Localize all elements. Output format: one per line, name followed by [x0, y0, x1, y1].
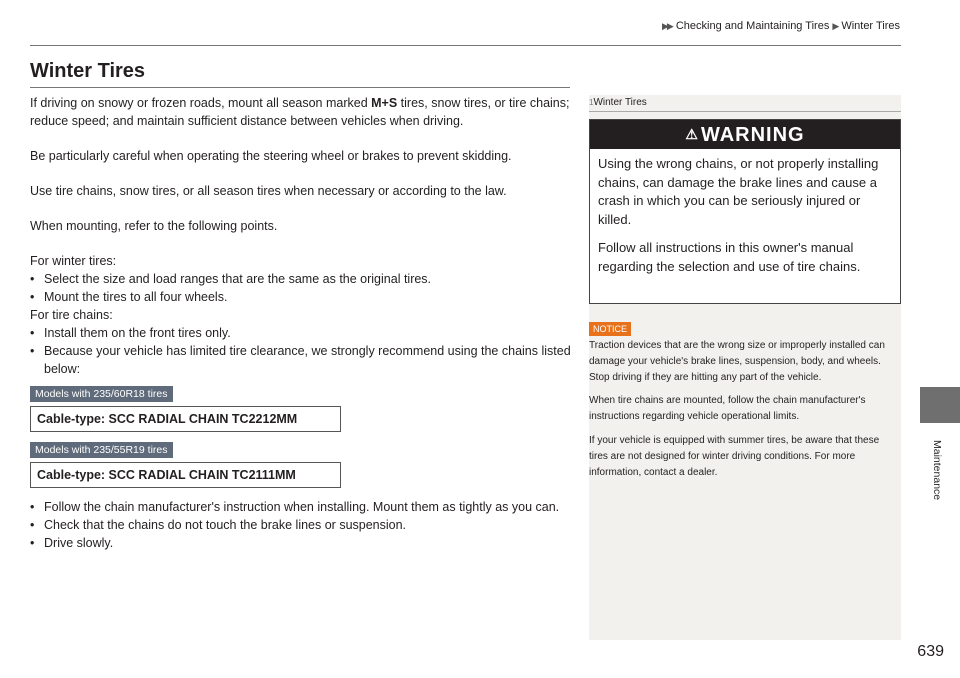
warning-text: Using the wrong chains, or not properly installing chains, can damage the brake lines and cause a crash in which you can be seriously injured or killed. — [598, 156, 879, 227]
section-tab[interactable] — [920, 387, 960, 423]
list-item-text: Follow the chain manufacturer's instruction when installing. Mount them as tightly as you can. — [44, 500, 560, 514]
bullet-icon: • — [30, 500, 35, 514]
bullet-icon: • — [30, 272, 35, 286]
chain-heading: For tire chains: — [30, 308, 113, 322]
list-item-text: Check that the chains do not touch the brake lines or suspension. — [44, 518, 407, 532]
notice-text: Traction devices that are the wrong size or improperly installed can damage your vehicle's brake lines, suspension, body, and wheels. Stop driving if they are hitting any part of the vehicle. — [589, 340, 885, 383]
reference-number: 1 — [589, 98, 594, 107]
chain-model-box: Cable-type: SCC RADIAL CHAIN TC2111MM — [30, 462, 341, 488]
list-item — [30, 324, 575, 342]
list-item-text: Mount the tires to all four wheels. — [44, 290, 228, 304]
header-divider — [30, 45, 901, 46]
model-tag: Models with 235/55R19 tires — [30, 442, 173, 458]
breadcrumb — [662, 20, 900, 32]
bullet-icon: • — [30, 536, 35, 550]
list-item-text: Because your vehicle has limited tire clearance, we strongly recommend using the chains listed below: — [44, 344, 571, 376]
warning-header — [590, 120, 900, 149]
bullet-icon: • — [30, 326, 35, 340]
paragraph: When mounting, refer to the following points. — [30, 219, 278, 233]
bullet-icon: • — [30, 518, 35, 532]
list-item — [30, 270, 575, 288]
breadcrumb-item[interactable]: Winter Tires — [841, 20, 900, 32]
warning-title: WARNING — [700, 124, 805, 146]
intro-text-end: tires, snow tires, or tire chains; reduce speed; and maintain sufficient distance between vehicles when driving. — [30, 96, 570, 128]
winter-heading: For winter tires: — [30, 254, 117, 268]
section-tab-text: Maintenance — [931, 440, 943, 501]
section-tab-label — [921, 440, 960, 540]
notice-badge: NOTICE — [589, 322, 631, 336]
title-divider — [30, 87, 570, 88]
list-item-text: Install them on the front tires only. — [44, 326, 231, 340]
breadcrumb-item[interactable]: Checking and Maintaining Tires — [675, 20, 830, 32]
sidebar-text — [589, 338, 894, 488]
model-tag: Models with 235/60R18 tires — [30, 386, 173, 402]
sidebar-paragraph: When tire chains are mounted, follow the chain manufacturer's instructions regarding vehicle operational limits. — [589, 395, 866, 423]
warning-box — [589, 119, 901, 304]
sidebar-heading — [589, 97, 647, 108]
list-item — [30, 342, 575, 378]
chain-model-box: Cable-type: SCC RADIAL CHAIN TC2212MM — [30, 406, 341, 432]
list-item — [30, 534, 575, 552]
page-number: 639 — [917, 643, 944, 660]
page-title: Winter Tires — [30, 60, 146, 82]
list-item — [30, 516, 575, 534]
list-item-text: Select the size and load ranges that are the same as the original tires. — [44, 272, 432, 286]
intro-paragraph — [30, 94, 575, 130]
ms-mark: M+S — [371, 96, 398, 110]
sidebar-notes — [589, 95, 901, 640]
paragraph: Use tire chains, snow tires, or all season tires when necessary or according to the law. — [30, 184, 507, 198]
sidebar-paragraph: If your vehicle is equipped with summer tires, be aware that these tires are not designed for winter driving conditions. For more information, contact a dealer. — [589, 434, 880, 478]
list-item-text: Drive slowly. — [44, 536, 114, 550]
main-content — [30, 94, 575, 552]
paragraph: Be particularly careful when operating the steering wheel or brakes to prevent skidding. — [30, 149, 512, 163]
double-arrow-icon: ▶▶ — [662, 21, 672, 31]
arrow-icon: ▶ — [832, 21, 838, 31]
bullet-icon: • — [30, 344, 35, 358]
warning-body — [590, 149, 900, 292]
bullet-icon: • — [30, 290, 35, 304]
list-item — [30, 498, 575, 516]
sidebar-divider — [589, 111, 901, 112]
list-item — [30, 288, 575, 306]
intro-text: If driving on snowy or frozen roads, mount all season marked — [30, 96, 372, 110]
warning-triangle-icon: ⚠ — [685, 126, 699, 142]
sidebar-heading-text: Winter Tires — [593, 97, 647, 108]
warning-text: Follow all instructions in this owner's manual regarding the selection and use of tire chains. — [598, 240, 861, 274]
